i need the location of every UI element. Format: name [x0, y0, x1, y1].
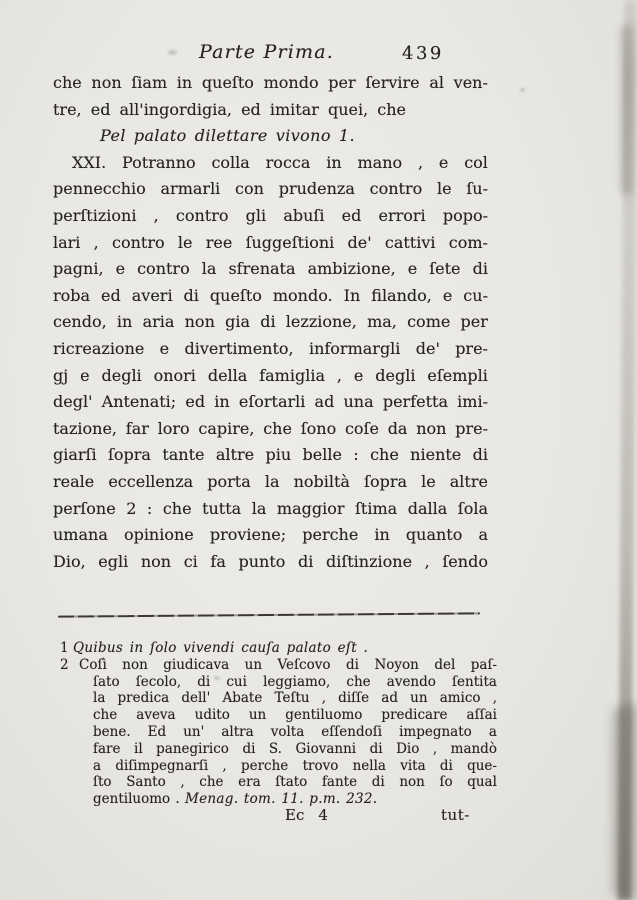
footnote-2-line: che aveva udito un gentiluomo predicare aſſai — [93, 707, 497, 724]
ink-speck — [214, 676, 220, 680]
body-line: reale eccellenza porta la nobiltà ſopra le altre — [53, 471, 488, 491]
footnotes-block — [53, 640, 497, 808]
body-line: umana opinione proviene; perche in quanto a — [53, 525, 488, 545]
page-edge-shadow-top — [621, 25, 632, 195]
body-line: tazione, far loro capire, che ſono coſe da non pre- — [53, 418, 488, 438]
running-header-title: Parte Prima. — [199, 41, 334, 63]
body-line: roba ed averi di queſto mondo. In filando, e cu- — [53, 285, 488, 305]
body-line: giarſi ſopra tante altre piu belle : che niente di — [53, 445, 488, 465]
footnote-2-citation-roman: gentiluomo . — [93, 791, 186, 808]
footnote-2-line: bene. Ed un' altra volta eſſendoſi impegnato a — [93, 723, 497, 740]
body-line: pennecchio armarli con prudenza contro le ſu- — [53, 179, 488, 199]
signature-line — [0, 806, 637, 826]
body-line: Dio, egli non ci fa punto di diſtinzione , ſendo — [53, 551, 488, 571]
footnote-2-line: la predica dell' Abate Teſtu , diſſe ad un amico , — [93, 690, 497, 707]
ink-speck — [168, 50, 177, 55]
body-line: tre, ed all'ingordigia, ed imitar quei, che — [53, 99, 407, 119]
catchword: tut- — [441, 806, 470, 824]
body-line: degl' Antenati; ed in eſortarli ad una perfetta imi- — [53, 392, 488, 412]
gathering-mark: Ec — [285, 806, 305, 824]
body-line: pagni, e contro la sfrenata ambizione, e ſete di — [53, 259, 488, 279]
gathering-number: 4 — [318, 806, 328, 824]
footnote-1-marker: 1 — [60, 640, 69, 656]
body-line: che non ſiam in queſto mondo per ſervire al ven- — [53, 73, 488, 92]
body-line: lari , contro le ree ſuggeſtioni de' cattivi com- — [53, 232, 488, 252]
footnote-separator-rule — [58, 612, 480, 618]
page-number: 439 — [402, 43, 444, 64]
body-line: ricreazione e divertimento, informargli de' pre- — [53, 338, 488, 358]
footnote-2-line: Coſì non giudicava un Veſcovo di Noyon del paſ- — [79, 656, 497, 673]
footnote-2-citation-italic: Menag. tom. 11. p.m. 232. — [185, 791, 378, 808]
footnote-2 — [53, 657, 497, 674]
body-line: gj e degli onori della famiglia , e degli eſempli — [53, 365, 488, 385]
ink-speck — [520, 88, 525, 92]
footnote-2-line: a diſimpegnarſi , perche trovo nella vita di que- — [93, 757, 497, 774]
footnote-2-line: ſto Santo , che era ſtato fante di non ſo qual — [93, 774, 497, 791]
footnote-1 — [53, 640, 497, 657]
body-line: cendo, in aria non gia di lezzione, ma, come per — [53, 312, 488, 332]
page-edge-shadow-bottom — [613, 705, 637, 900]
paragraph-start-line: XXI. Potranno colla rocca in mano , e col — [72, 152, 488, 172]
footnote-2-line: ſato ſecolo, di cui leggiamo, che avendo ſentita — [93, 673, 497, 690]
page-body — [53, 70, 488, 575]
footnote-2-line: fare il panegirico di S. Giovanni di Dio , mandò — [93, 740, 497, 757]
footnote-2-marker: 2 — [60, 656, 69, 673]
footnote-1-text: Quibus in ſolo vivendi cauſa palato eſt . — [73, 640, 369, 656]
body-line: perſone 2 : che tutta la maggior ſtima dalla ſola — [53, 498, 488, 518]
gathering-signature — [285, 806, 328, 824]
body-line: perſtizioni , contro gli abuſi ed errori popo- — [53, 205, 488, 225]
verse-quotation-line: Pel palato dilettare vivono 1. — [100, 126, 355, 146]
